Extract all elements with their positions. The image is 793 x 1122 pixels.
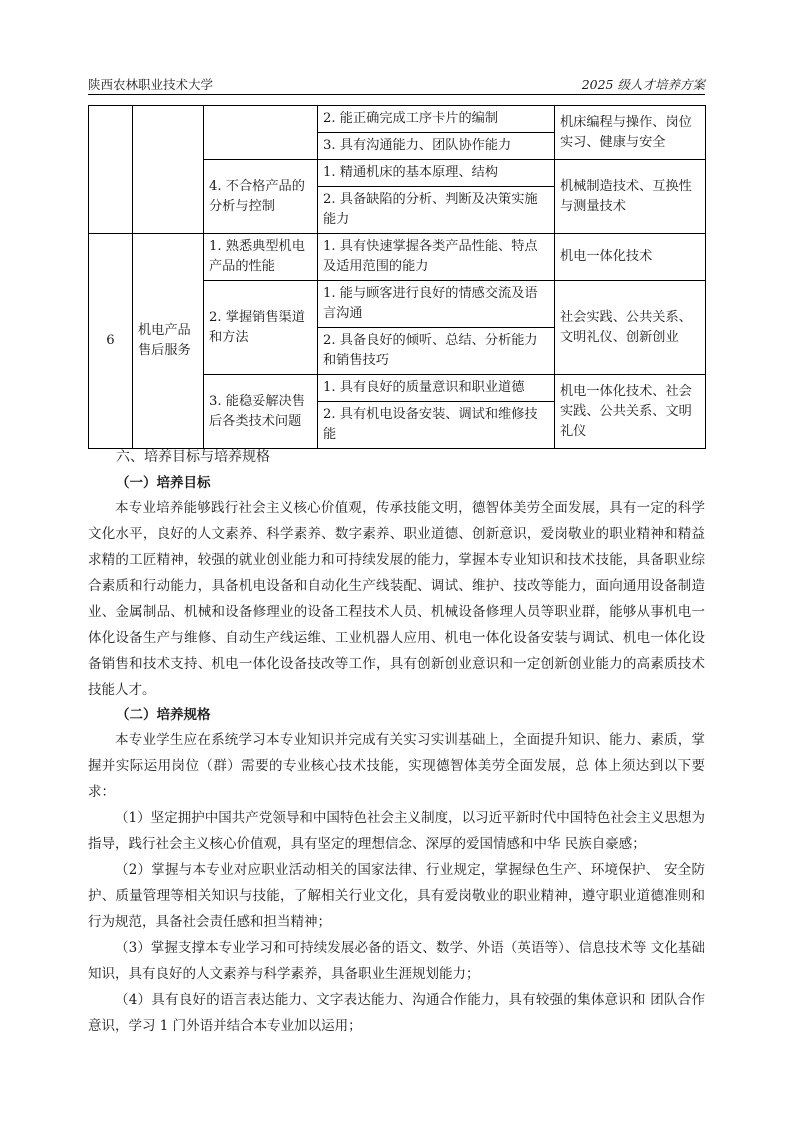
ability-cell: 2. 具备缺陷的分析、判断及决策实施能力 [318, 187, 555, 234]
ability-cell: 1. 具有良好的质量意识和职业道德 [318, 375, 555, 402]
field-cell: 机电产品售后服务 [133, 234, 204, 449]
page-header [88, 72, 705, 95]
table-row [89, 234, 706, 281]
subsection-title-spec: （二）培养规格 [116, 707, 211, 723]
ability-cell: 1. 具有快速掌握各类产品性能、特点及适用范围的能力 [318, 234, 555, 281]
course-cell: 社会实践、公共关系、文明礼仪、创新创业 [555, 281, 706, 375]
table-cell-empty [204, 106, 318, 160]
main-content [88, 443, 705, 1039]
section-title: 六、培养目标与培养规格 [116, 449, 270, 465]
table-row [89, 106, 706, 133]
subsection-title-goal: （一）培养目标 [116, 475, 211, 491]
table-cell-empty [133, 106, 204, 234]
goal-paragraph: 本专业培养能够践行社会主义核心价值观，传承技能文明，德智体美劳全面发展，具有一定的科学文化水平，良好的人文素养、科学素养、数字素养、职业道德、创新意识，爱岗敬业的职业精神和精益求精的工匠精神，较强的就业创业能力和可持续发展的能力，掌握本专业知识和技术技能，具备职业综合素质和行动能力，具备机电设备和自动化生产线装配、调试、维护、技改等能力，面向通用设备制造业、金属制品、机械和设备修理业的设备工程技术人员、机械设备修理人员等职业群，能够从事机电一体化设备生产与维修、自动生产线运维、工业机器人应用、机电一体化设备安装与调试、机电一体化设备销售和技术支持、机电一体化设备技改等工作，具有创新创业意识和一定创新创业能力的高素质技术技能人才。 [88, 500, 705, 698]
course-cell: 机电一体化技术 [555, 234, 706, 281]
ability-cell: 1. 精通机床的基本原理、结构 [318, 160, 555, 187]
course-cell: 机械制造技术、互换性与测量技术 [555, 160, 706, 234]
spec-item: （2）掌握与本专业对应职业活动相关的国家法律、行业规定，掌握绿色生产、环境保护、 安全防护、质量管理等相关知识与技能，了解相关行业文化，具有爱岗敬业的职业精神，遵守职业道德准则和行为规范，具备社会责任感和担当精神； [88, 862, 705, 930]
row-number-cell: 6 [89, 234, 133, 449]
career-task-table [88, 105, 706, 449]
task-cell: 2. 掌握销售渠道和方法 [204, 281, 318, 375]
header-doc-title: 2025 级人才培养方案 [581, 77, 705, 92]
task-cell: 4. 不合格产品的分析与控制 [204, 160, 318, 234]
header-school-name: 陕西农林职业技术大学 [88, 77, 214, 92]
course-cell: 机电一体化技术、社会实践、公共关系、文明礼仪 [555, 375, 706, 449]
spec-item: （3）掌握支撑本专业学习和可持续发展必备的语文、数学、外语（英语等）、信息技术等 文化基础知识，具有良好的人文素养与科学素养，具备职业生涯规划能力； [88, 940, 705, 982]
spec-item: （1）坚定拥护中国共产党领导和中国特色社会主义制度，以习近平新时代中国特色社会主义思想为指导，践行社会主义核心价值观，具有坚定的理想信念、深厚的爱国情感和中华 民族自豪感； [88, 810, 705, 852]
ability-cell: 2. 能正确完成工序卡片的编制 [318, 106, 555, 133]
table-cell-empty [89, 106, 133, 234]
spec-intro-paragraph: 本专业学生应在系统学习本专业知识并完成有关实习实训基础上，全面提升知识、能力、素质，掌握并实际运用岗位（群）需要的专业核心技术技能，实现德智体美劳全面发展，总 体上须达到以下要求： [88, 732, 705, 800]
spec-item: （4）具有良好的语言表达能力、文字表达能力、沟通合作能力，具有较强的集体意识和 团队合作意识，学习 1 门外语并结合本专业加以运用； [88, 992, 705, 1034]
ability-cell: 1. 能与顾客进行良好的情感交流及语言沟通 [318, 281, 555, 328]
course-cell: 机床编程与操作、岗位实习、健康与安全 [555, 106, 706, 160]
ability-cell: 2. 具有机电设备安装、调试和维修技能 [318, 402, 555, 449]
task-cell: 3. 能稳妥解决售后各类技术问题 [204, 375, 318, 449]
ability-cell: 2. 具备良好的倾听、总结、分析能力和销售技巧 [318, 328, 555, 375]
ability-cell: 3. 具有沟通能力、团队协作能力 [318, 133, 555, 160]
task-cell: 1. 熟悉典型机电产品的性能 [204, 234, 318, 281]
